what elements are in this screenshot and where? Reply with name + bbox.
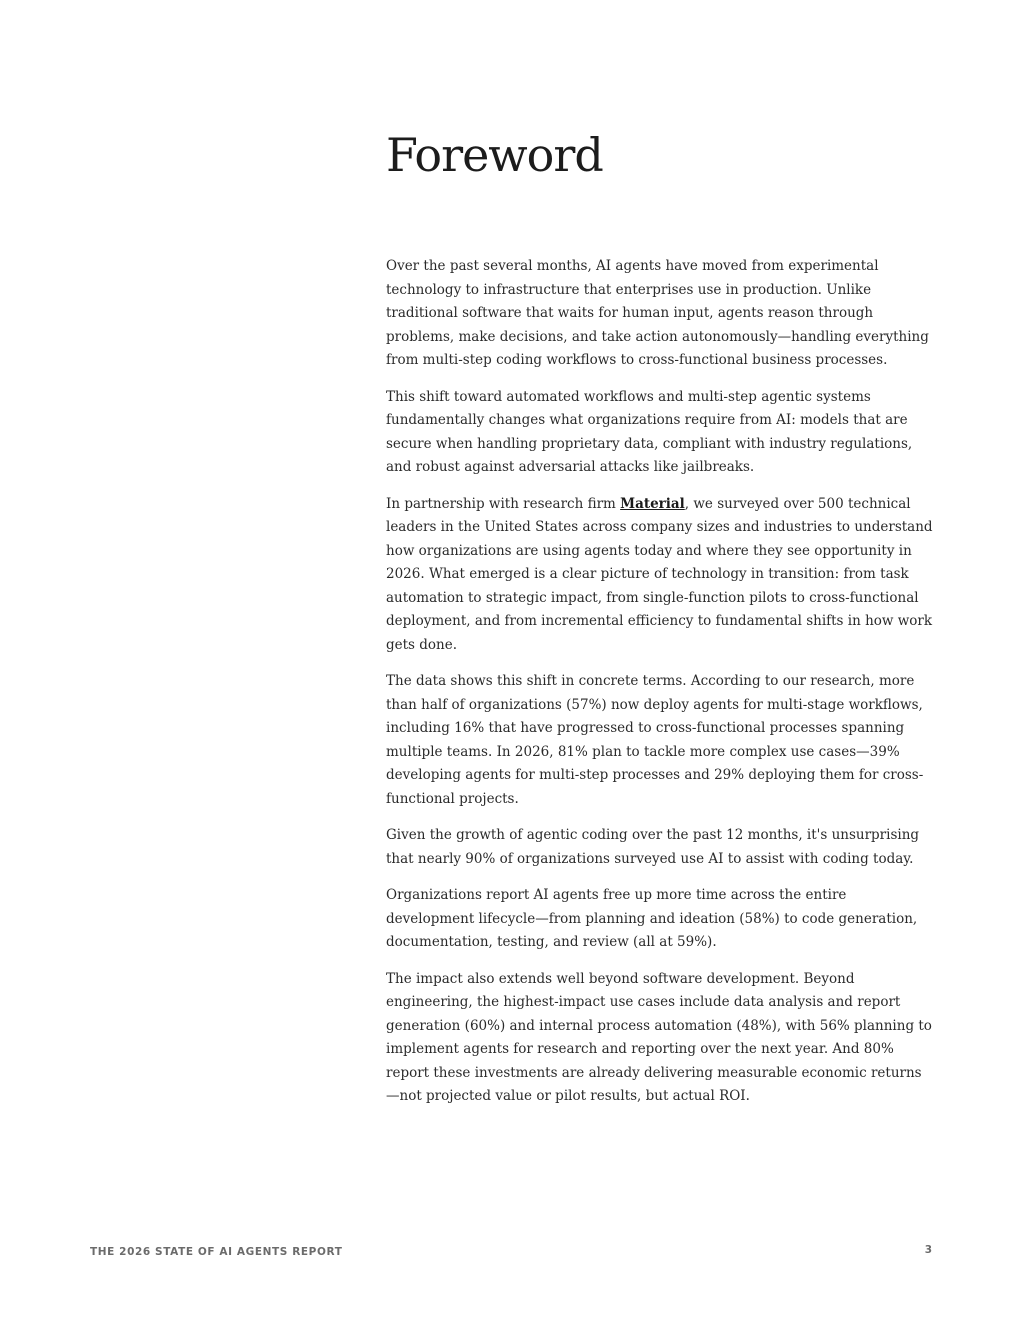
page-title: Foreword	[386, 128, 603, 182]
paragraph-5: Given the growth of agentic coding over the past 12 months, it's unsurprising that nearly 90% of organizations surveyed use AI to assist with coding today.	[386, 827, 920, 867]
footer-report-name: THE 2026 STATE OF AI AGENTS REPORT	[90, 1246, 343, 1258]
foreword-body	[386, 255, 934, 1122]
paragraph-4: The data shows this shift in concrete terms. According to our research, more than half of organizations (57%) now deploy agents for multi-stage workflows, including 16% that have progressed to cross-functional processes spanning multiple teams. In 2026, 81% plan to tackle more complex use cases—39% developing agents for multi-step processes and 29% deploying them for cross-functional projects.	[386, 673, 924, 807]
paragraph-3-lead: In partnership with research firm	[386, 495, 621, 512]
paragraph-7: The impact also extends well beyond software development. Beyond engineering, the highest-impact use cases include data analysis and report generation (60%) and internal process automation (48%), with 56% planning to implement agents for research and reporting over the next year. And 80% report these investments are already delivering measurable economic returns—not projected value or pilot results, but actual ROI.	[386, 970, 932, 1104]
footer-page-number: 3	[924, 1244, 932, 1256]
paragraph-2: This shift toward automated workflows and multi-step agentic systems fundamentally changes what organizations require from AI: models that are secure when handling proprietary data, compliant with industry regulations, and robust against adversarial attacks like jailbreaks.	[386, 388, 913, 475]
paragraph-3-rest: , we surveyed over 500 technical leaders in the United States across company sizes and industries to understand how organizations are using agents today and where they see opportunity in 2026. What emerged is a clear picture of technology in transition: from task automation to strategic impact, from single-function pilots to cross-functional deployment, and from incremental efficiency to fundamental shifts in how work gets done.	[386, 495, 933, 653]
material-link[interactable]: Material	[620, 495, 685, 512]
paragraph-3	[386, 493, 934, 658]
paragraph-6: Organizations report AI agents free up more time across the entire development lifecycle—from planning and ideation (58%) to code generation, documentation, testing, and review (all at 59%).	[386, 887, 918, 950]
paragraph-1: Over the past several months, AI agents have moved from experimental technology to infrastructure that enterprises use in production. Unlike traditional software that waits for human input, agents reason through problems, make decisions, and take action autonomously—handling everything from multi-step coding workflows to cross-functional business processes.	[386, 258, 929, 368]
